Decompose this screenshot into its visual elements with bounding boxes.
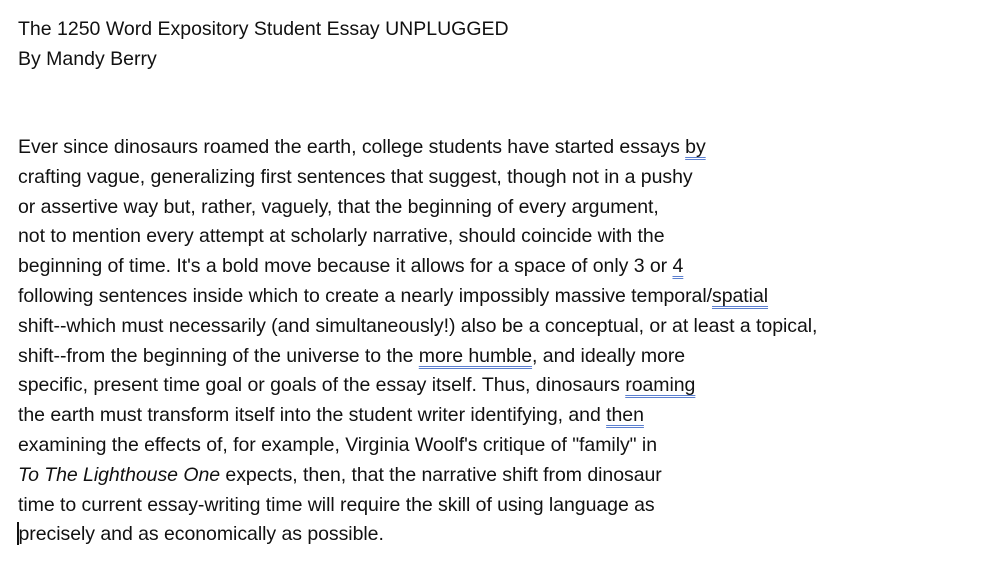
text-run: beginning of time. It's a bold move because it allows for a space of only 3 or [18,255,673,278]
text-run: crafting vague, generalizing first sentences that suggest, though not in a pushy [18,165,693,188]
author-byline: By Mandy Berry [18,48,157,70]
text-run: following sentences inside which to create a nearly impossibly massive temporal/ [18,284,712,307]
text-run: the earth must transform itself into the student writer identifying, and [18,404,607,427]
grammar-flag[interactable]: by [685,136,706,158]
grammar-flag[interactable]: roaming [625,374,696,397]
grammar-flag[interactable]: then [606,404,644,427]
text-run: examining the effects of, for example, Virginia Woolf's critique of "family" in [18,433,657,456]
document-header [18,14,718,74]
paragraph-line [18,371,973,401]
paragraph-line [18,163,973,193]
text-run: , and ideally more [532,344,686,367]
paragraph-line [18,461,973,491]
paragraph-line [18,342,973,372]
text-run: Ever since dinosaurs roamed the earth, college students have started essays [18,136,686,158]
text-run: or assertive way but, rather, vaguely, that the beginning of every argument, [18,195,659,218]
essay-title: The 1250 Word Expository Student Essay UNPLUGGED [18,18,509,40]
text-run: not to mention every attempt at scholarly narrative, should coincide with the [18,225,665,248]
essay-paragraph[interactable] [18,133,973,550]
grammar-flag[interactable]: more humble [418,344,533,367]
paragraph-line [18,401,973,431]
grammar-flag[interactable]: 4 [672,255,684,278]
text-run: shift--from the beginning of the universe to the [18,344,419,367]
paragraph-line [18,193,973,223]
paragraph-line [18,431,973,461]
text-run: specific, present time goal or goals of the essay itself. Thus, dinosaurs [18,374,626,397]
paragraph-line [18,133,973,163]
paragraph-line [18,282,973,312]
paragraph-line [18,520,973,550]
paragraph-line [18,491,973,521]
text-run: expects, then, that the narrative shift from dinosaur [220,463,662,486]
paragraph-line [18,312,973,342]
text-run: shift--which must necessarily (and simultaneously!) also be a conceptual, or at least a topical, [18,314,818,337]
book-title: To The Lighthouse One [18,463,221,486]
paragraph-line [18,252,973,282]
paragraph-line [18,222,973,252]
text-run: precisely and as economically as possible. [18,523,384,546]
text-run: time to current essay-writing time will require the skill of using language as [18,493,655,516]
grammar-flag[interactable]: spatial [712,284,769,307]
